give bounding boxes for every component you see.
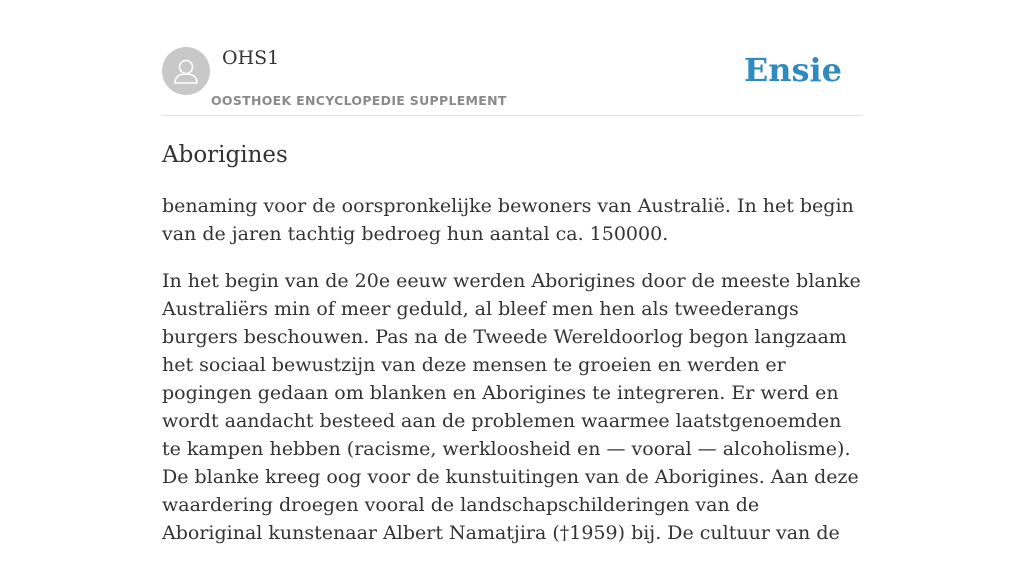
header-divider bbox=[162, 115, 862, 116]
source-label[interactable]: OOSTHOEK ENCYCLOPEDIE SUPPLEMENT bbox=[211, 93, 507, 108]
brand-logo[interactable]: Ensie bbox=[743, 51, 842, 89]
user-icon bbox=[162, 47, 210, 95]
article-title: Aborigines bbox=[162, 142, 288, 168]
author-avatar[interactable] bbox=[162, 47, 210, 95]
author-name[interactable]: OHS1 bbox=[222, 47, 280, 69]
article-body bbox=[162, 192, 862, 566]
article-paragraph: In het begin van de 20e eeuw werden Aborigines door de meeste blanke Australiërs min of meer geduld, al bleef men hen als tweederangs burgers beschouwen. Pas na de Tweede Wereldoorlog begon langzaam het sociaal bewustzijn van deze mensen te groeien en werden er pogingen gedaan om blanken en Aborigines te integreren. Er werd en wordt aandacht besteed aan de problemen waarmee laatstgenoemden te kampen hebben (racisme, werkloosheid en — vooral — alcoholisme). De blanke kreeg oog voor de kunstuitingen van de Aborigines. Aan deze waardering droegen vooral de landschapschilderingen van de Aboriginal kunstenaar Albert Namatjira (†1959) bij. De cultuur van de bbox=[162, 270, 861, 544]
article-paragraph: benaming voor de oorspronkelijke bewoners van Australië. In het begin van de jaren tachtig bedroeg hun aantal ca. 150000. bbox=[162, 195, 854, 245]
